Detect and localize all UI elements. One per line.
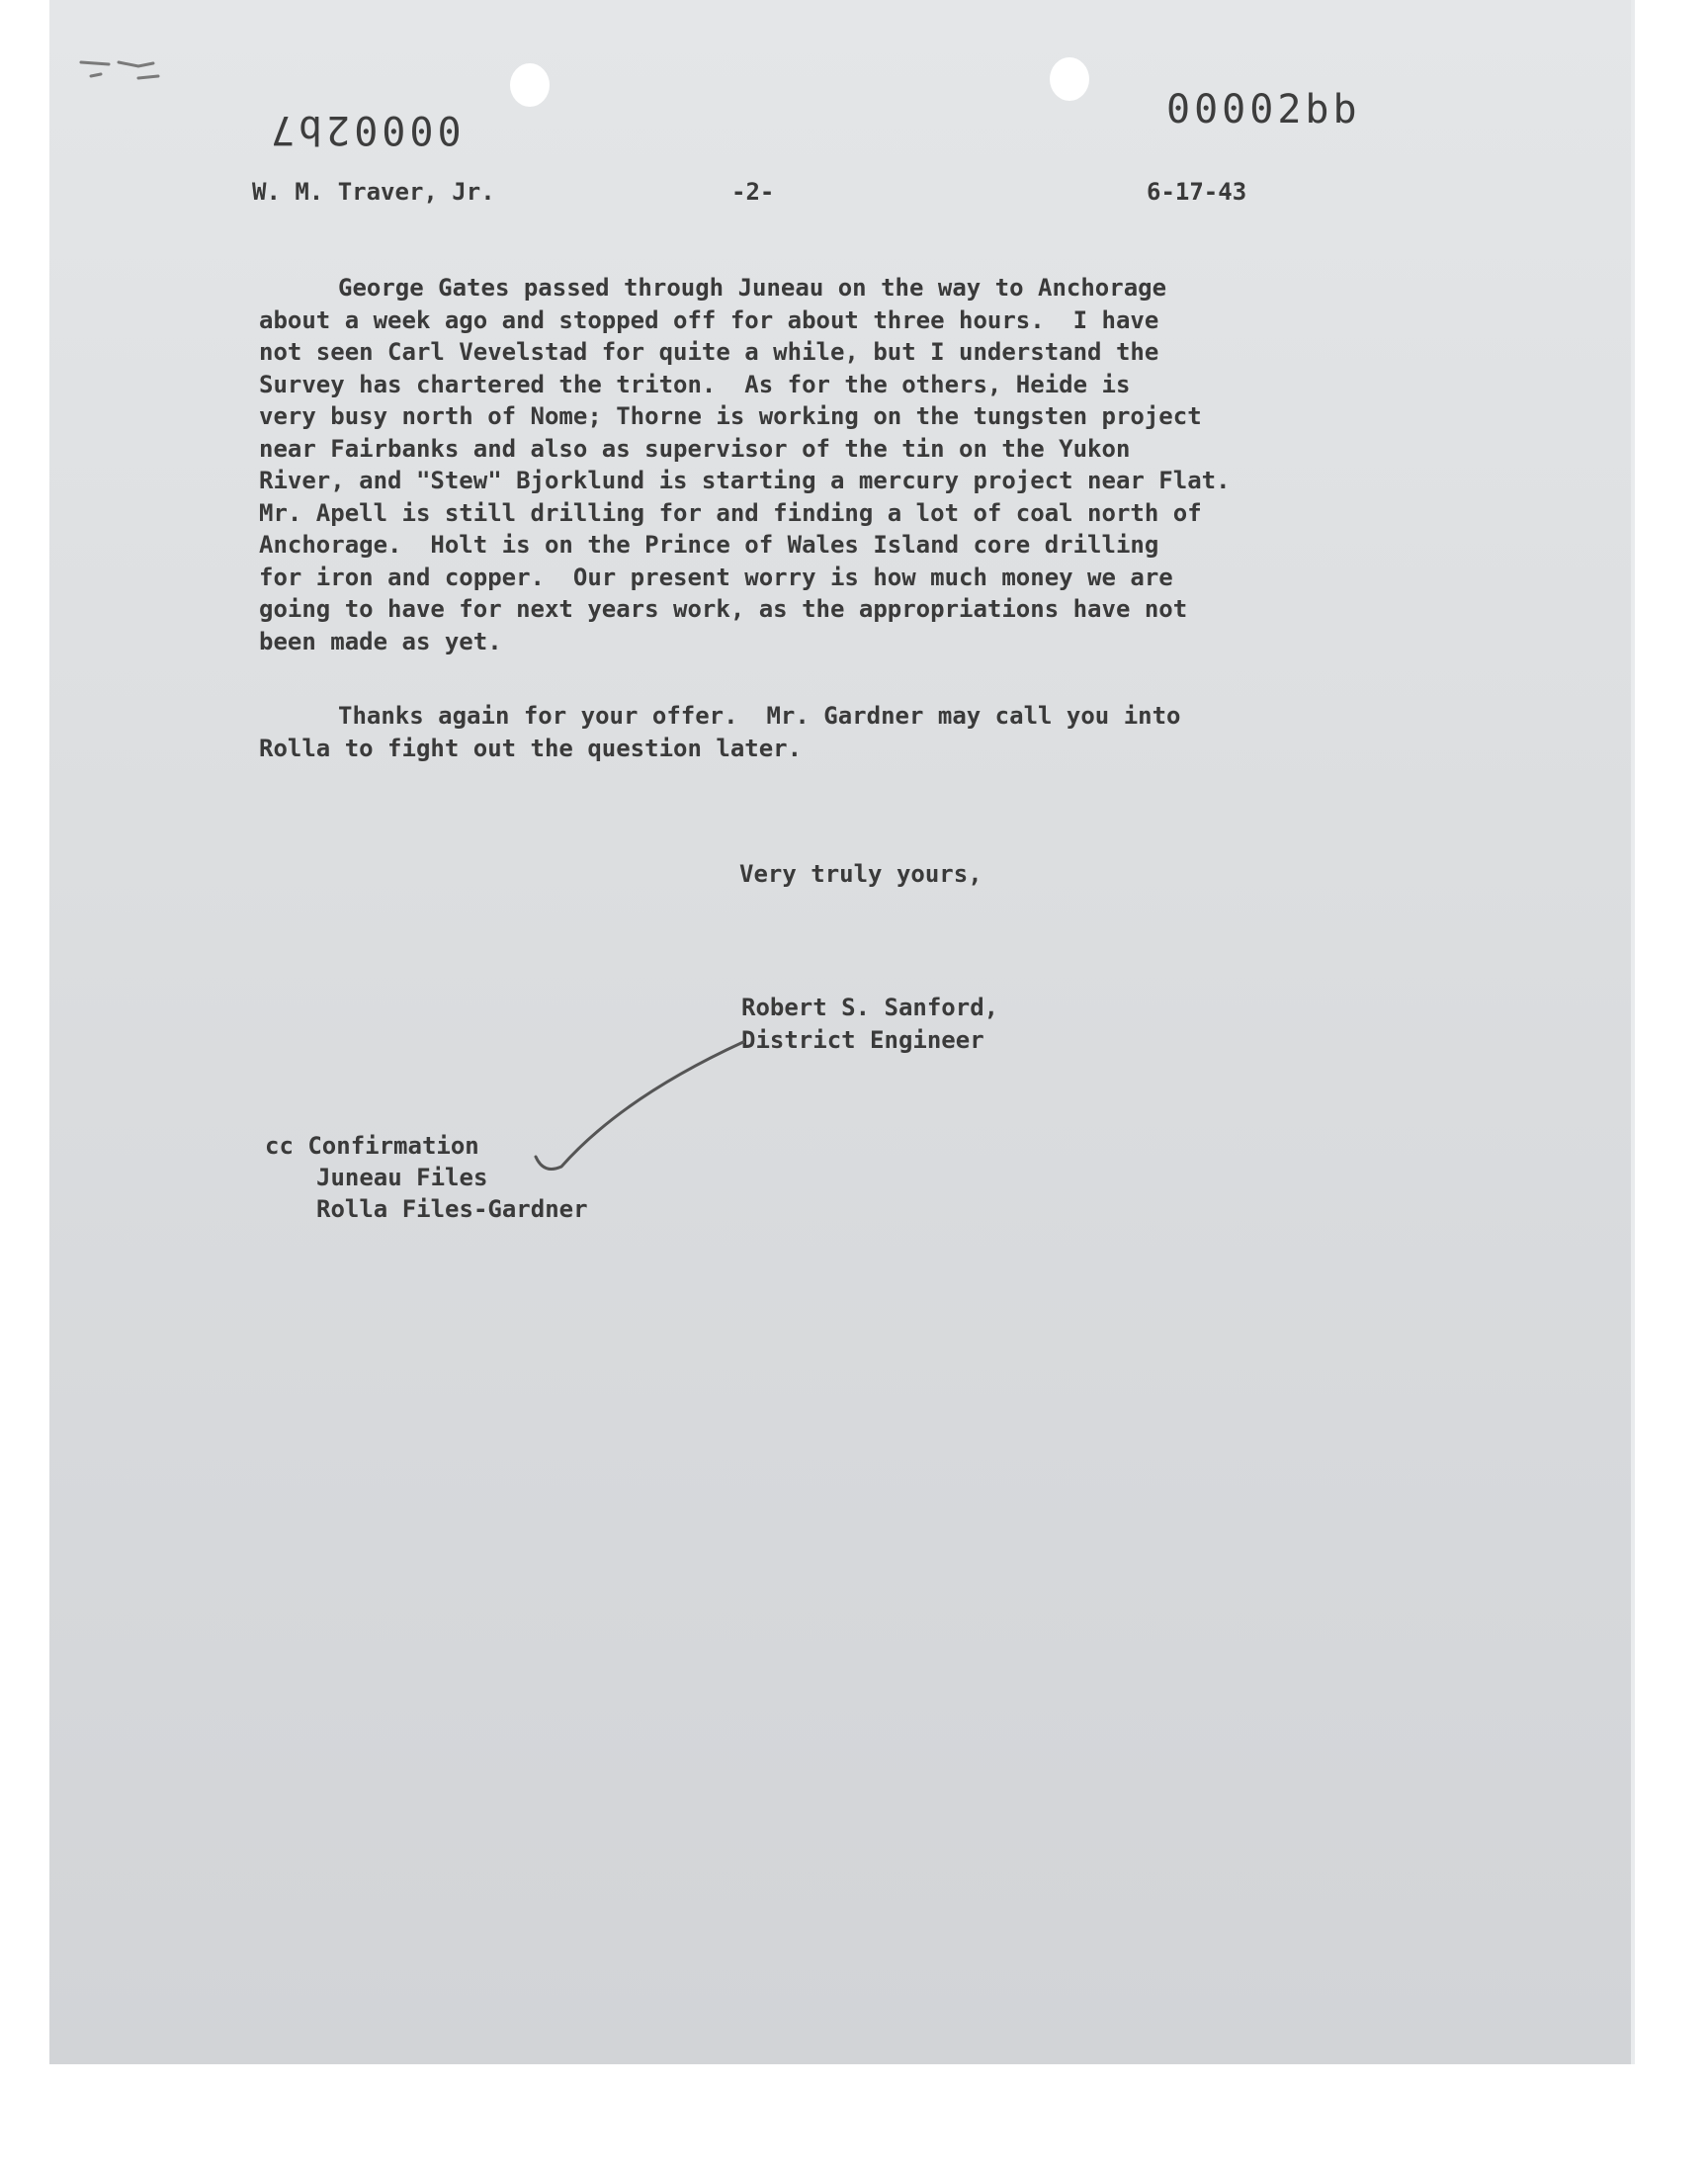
paragraph-line: Anchorage. Holt is on the Prince of Wales Island core drilling: [259, 531, 1159, 559]
paragraph-line: Survey has chartered the triton. As for the others, Heide is: [259, 370, 1131, 398]
cc-item: Rolla Files-Gardner: [316, 1195, 588, 1223]
signer-title: District Engineer: [741, 1026, 984, 1054]
signature-block: [741, 992, 998, 1057]
header-date: 6-17-43: [1147, 178, 1247, 206]
header-page-number: -2-: [731, 178, 775, 206]
paragraph-line: not seen Carl Vevelstad for quite a while, but I understand the: [259, 338, 1159, 366]
page-edge: [1631, 0, 1635, 2064]
paragraph-line: going to have for next years work, as the appropriations have not: [259, 595, 1188, 623]
pen-smudge-mark: [79, 54, 188, 94]
body-paragraph-1: [259, 272, 1231, 657]
punch-hole-right: [1050, 57, 1089, 101]
paragraph-line: for iron and copper. Our present worry is how much money we are: [259, 563, 1173, 591]
complimentary-close: Very truly yours,: [739, 860, 982, 888]
paragraph-line: about a week ago and stopped off for about three hours. I have: [259, 305, 1159, 334]
handwritten-check-mark: [514, 1018, 771, 1196]
bates-stamp-inverted: 00002b7: [267, 107, 462, 152]
paragraph-line: been made as yet.: [259, 627, 502, 655]
letter-header: [252, 178, 1339, 218]
bates-stamp: 00002bb: [1166, 87, 1361, 132]
punch-hole-left: [510, 63, 550, 107]
paragraph-line: near Fairbanks and also as supervisor of the tin on the Yukon: [259, 434, 1131, 463]
paragraph-line: very busy north of Nome; Thorne is working on the tungsten project: [259, 402, 1202, 430]
body-paragraph-2: [259, 700, 1181, 764]
header-addressee: W. M. Traver, Jr.: [252, 178, 495, 206]
paragraph-line: Rolla to fight out the question later.: [259, 734, 803, 762]
cc-lead: cc Confirmation: [265, 1132, 479, 1160]
paragraph-line: River, and "Stew" Bjorklund is starting a mercury project near Flat.: [259, 467, 1231, 494]
cc-item: Juneau Files: [316, 1164, 488, 1191]
paragraph-line: Thanks again for your offer. Mr. Gardner may call you into: [338, 702, 1181, 730]
signer-name: Robert S. Sanford,: [741, 994, 999, 1021]
paragraph-line: Mr. Apell is still drilling for and finding a lot of coal north of: [259, 498, 1202, 527]
paragraph-line: George Gates passed through Juneau on the way to Anchorage: [338, 274, 1167, 302]
